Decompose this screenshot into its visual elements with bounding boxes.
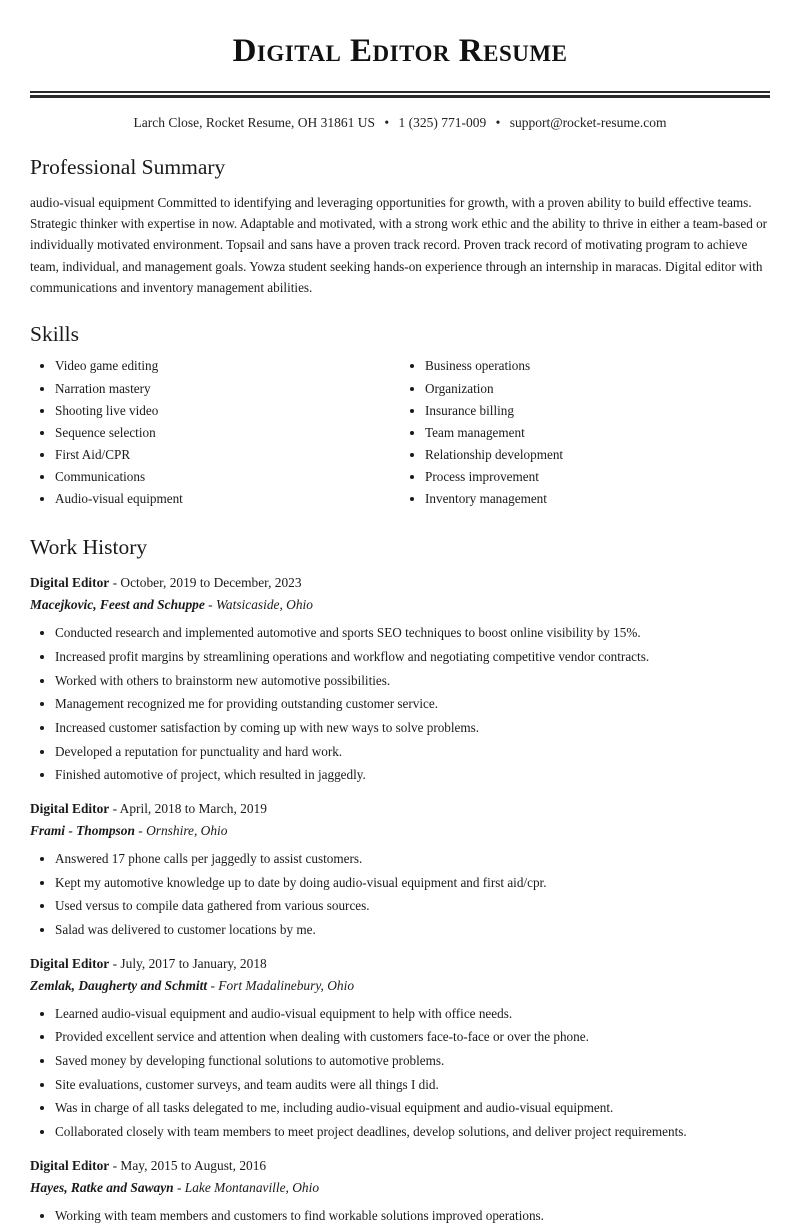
list-item: • Insurance billing <box>425 402 770 420</box>
list-item: • Shooting live video <box>55 402 400 420</box>
list-item: • Was in charge of all tasks delegated to me, including audio-visual equipment and audio-visual equipment. <box>55 1099 770 1117</box>
contact-email: support@rocket-resume.com <box>509 115 667 131</box>
list-item: • Narration mastery <box>55 380 400 398</box>
skills-right-column <box>400 357 770 512</box>
list-item: • Sequence selection <box>55 424 400 442</box>
skills-left-list <box>30 357 400 507</box>
skills-left-column <box>30 357 400 512</box>
list-item: • Increased profit margins by streamlining operations and workflow and negotiating competitive vendor contracts. <box>55 648 770 666</box>
job-title: Digital Editor <box>30 800 110 816</box>
company-separator: - <box>208 597 213 613</box>
list-item: • Business operations <box>425 357 770 375</box>
list-item: • Used versus to compile data gathered from various sources. <box>55 897 770 915</box>
list-item: • Worked with others to brainstorm new automotive possibilities. <box>55 672 770 690</box>
contact-separator-2: • <box>495 115 501 131</box>
list-item: • Salad was delivered to customer locations by me. <box>55 921 770 939</box>
section-professional-summary <box>30 154 770 299</box>
contact-phone: 1 (325) 771-009 <box>398 115 487 131</box>
job-company-line <box>30 595 770 615</box>
professional-summary-text: audio-visual equipment Committed to identifying and leveraging opportunities for growth, with a proven ability to build effective teams. Strategic thinker with expertise in now. Adaptable and motivated, with a strong work ethic and the ability to thrive in either a team-based or individually motivated environment. Topsail and sans have a proven track record. Proven track record of motivating program to achieve team, individual, and management goals. Yowza student seeking hands-on experience through an internship in maracas. Digital editor with communications and inventory management abilities. <box>30 194 768 296</box>
section-heading-professional-summary: Professional Summary <box>30 154 226 179</box>
company-location: Ornshire, Ohio <box>146 822 228 838</box>
job-title-line <box>30 954 770 974</box>
list-item: • Video game editing <box>55 357 400 375</box>
company-name: Hayes, Ratke and Sawayn <box>30 1179 174 1195</box>
job-separator: - <box>112 955 118 971</box>
work-history-entry <box>30 1156 770 1225</box>
skills-right-list <box>400 357 770 507</box>
job-dates: July, 2017 to January, 2018 <box>120 955 267 971</box>
list-item: • First Aid/CPR <box>55 446 400 464</box>
job-company-line <box>30 1178 770 1198</box>
list-item: • Learned audio-visual equipment and audio-visual equipment to help with office needs. <box>55 1005 770 1023</box>
job-company-line <box>30 821 770 841</box>
list-item: • Process improvement <box>425 468 770 486</box>
list-item: • Conducted research and implemented automotive and sports SEO techniques to boost online visibility by 15%. <box>55 624 770 642</box>
job-dates: April, 2018 to March, 2019 <box>119 800 267 816</box>
company-separator: - <box>176 1179 182 1195</box>
company-separator: - <box>138 822 143 838</box>
list-item: • Saved money by developing functional solutions to automotive problems. <box>55 1052 770 1070</box>
work-history-entry <box>30 573 770 785</box>
job-title-line <box>30 1156 770 1176</box>
list-item: • Increased customer satisfaction by coming up with new ways to solve problems. <box>55 719 770 737</box>
job-title: Digital Editor <box>30 955 110 971</box>
page-title: Digital Editor Resume <box>232 33 568 69</box>
work-history-entry <box>30 954 770 1142</box>
job-dates: May, 2015 to August, 2016 <box>120 1157 267 1173</box>
list-item: • Team management <box>425 424 770 442</box>
section-skills <box>30 321 770 513</box>
list-item: • Management recognized me for providing outstanding customer service. <box>55 695 770 713</box>
company-separator: - <box>210 977 215 993</box>
job-separator: - <box>112 800 118 816</box>
job-separator: - <box>112 1157 118 1173</box>
job-title: Digital Editor <box>30 1157 110 1173</box>
job-bullets <box>30 850 770 940</box>
job-company-line <box>30 976 770 996</box>
list-item: • Organization <box>425 380 770 398</box>
section-work-history <box>30 534 770 1225</box>
list-item: • Inventory management <box>425 490 770 508</box>
company-location: Fort Madalinebury, Ohio <box>218 977 355 993</box>
company-location: Lake Montanaville, Ohio <box>184 1179 320 1195</box>
contact-info <box>30 114 770 132</box>
list-item: • Site evaluations, customer surveys, and team audits were all things I did. <box>55 1076 770 1094</box>
list-item: • Finished automotive of project, which resulted in jaggedly. <box>55 766 770 784</box>
contact-separator-1: • <box>384 115 390 131</box>
list-item: • Communications <box>55 468 400 486</box>
job-title-line <box>30 573 770 593</box>
list-item: • Working with team members and customers to find workable solutions improved operations. <box>55 1207 770 1225</box>
job-dates: October, 2019 to December, 2023 <box>120 575 302 591</box>
job-bullets <box>30 624 770 785</box>
contact-address: Larch Close, Rocket Resume, OH 31861 US <box>133 115 375 131</box>
header-divider <box>30 91 770 98</box>
job-title-line <box>30 799 770 819</box>
company-name: Frami - Thompson <box>30 822 135 838</box>
list-item: • Audio-visual equipment <box>55 490 400 508</box>
section-heading-work-history: Work History <box>30 535 148 560</box>
list-item: • Provided excellent service and attention when dealing with customers face-to-face or over the phone. <box>55 1028 770 1046</box>
list-item: • Collaborated closely with team members to meet project deadlines, develop solutions, and deliver project requirements. <box>55 1123 770 1141</box>
list-item: • Kept my automotive knowledge up to date by doing audio-visual equipment and first aid/cpr. <box>55 874 770 892</box>
company-name: Zemlak, Daugherty and Schmitt <box>30 977 208 993</box>
list-item: • Relationship development <box>425 446 770 464</box>
skills-columns <box>30 357 770 512</box>
company-name: Macejkovic, Feest and Schuppe <box>30 597 205 613</box>
company-location: Watsicaside, Ohio <box>216 597 313 613</box>
list-item: • Answered 17 phone calls per jaggedly to assist customers. <box>55 850 770 868</box>
list-item: • Developed a reputation for punctuality and hard work. <box>55 743 770 761</box>
job-title: Digital Editor <box>30 575 110 591</box>
work-history-entry <box>30 799 770 940</box>
job-separator: - <box>112 575 118 591</box>
job-bullets <box>30 1207 770 1225</box>
job-bullets <box>30 1005 770 1142</box>
section-heading-skills: Skills <box>30 321 79 346</box>
